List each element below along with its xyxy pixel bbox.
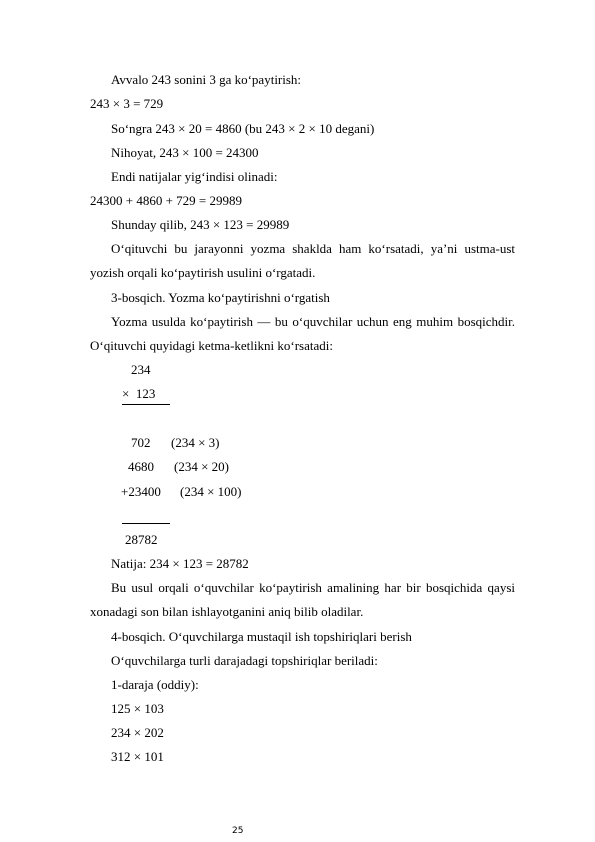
- calc-result: 28782: [125, 532, 158, 547]
- partial-note: (234 × 3): [171, 435, 220, 450]
- calc-rule-top: [122, 404, 170, 405]
- text-line: So‘ngra 243 × 20 = 4860 (bu 243 × 2 × 10 degani): [111, 121, 375, 136]
- page-number: 25: [232, 826, 244, 836]
- equation-line: 24300 + 4860 + 729 = 29989: [90, 193, 242, 208]
- text-line: Avvalo 243 sonini 3 ga ko‘paytirish:: [111, 72, 302, 87]
- text-line: Endi natijalar yig‘indisi olinadi:: [111, 169, 278, 184]
- paragraph: O‘qituvchi bu jarayonni yozma shaklda ham ko‘rsatadi, ya’ni ustma-ust yozish orqali ko‘paytirish usulini o‘rgatadi.: [90, 241, 515, 280]
- task-item: 125 × 103: [111, 701, 164, 716]
- partial-note: (234 × 20): [174, 459, 229, 474]
- calc-rule-bottom: [122, 523, 170, 524]
- text-line: Nihoyat, 243 × 100 = 24300: [111, 145, 259, 160]
- task-item: 234 × 202: [111, 725, 164, 740]
- partial-product: 702: [131, 435, 151, 450]
- step-heading: 4-bosqich. O‘quvchilarga mustaqil ish topshiriqlari berish: [111, 629, 412, 644]
- step-heading: 3-bosqich. Yozma ko‘paytirishni o‘rgatish: [111, 290, 330, 305]
- result-line: Natija: 234 × 123 = 28782: [111, 556, 249, 571]
- level-title: 1-daraja (oddiy):: [111, 677, 199, 692]
- partial-product: +23400: [121, 484, 161, 499]
- text-line: Shunday qilib, 243 × 123 = 29989: [111, 217, 290, 232]
- partial-product: 4680: [128, 459, 154, 474]
- task-item: 312 × 101: [111, 749, 164, 764]
- paragraph: Yozma usulda ko‘paytirish — bu o‘quvchilar uchun eng muhim bosqichdir. O‘qituvchi quyidagi ketma-ketlikni ko‘rsatadi:: [90, 314, 515, 353]
- equation-line: 243 × 3 = 729: [90, 96, 164, 111]
- paragraph: Bu usul orqali o‘quvchilar ko‘paytirish amalining har bir bosqichida qaysi xonadagi son bilan ishlayotganini aniq bilib oladilar.: [90, 580, 515, 619]
- partial-note: (234 × 100): [180, 484, 242, 499]
- text-line: O‘quvchilarga turli darajadagi topshiriqlar beriladi:: [111, 653, 378, 668]
- multiplier: × 123: [122, 386, 156, 401]
- multiplicand: 234: [131, 362, 151, 377]
